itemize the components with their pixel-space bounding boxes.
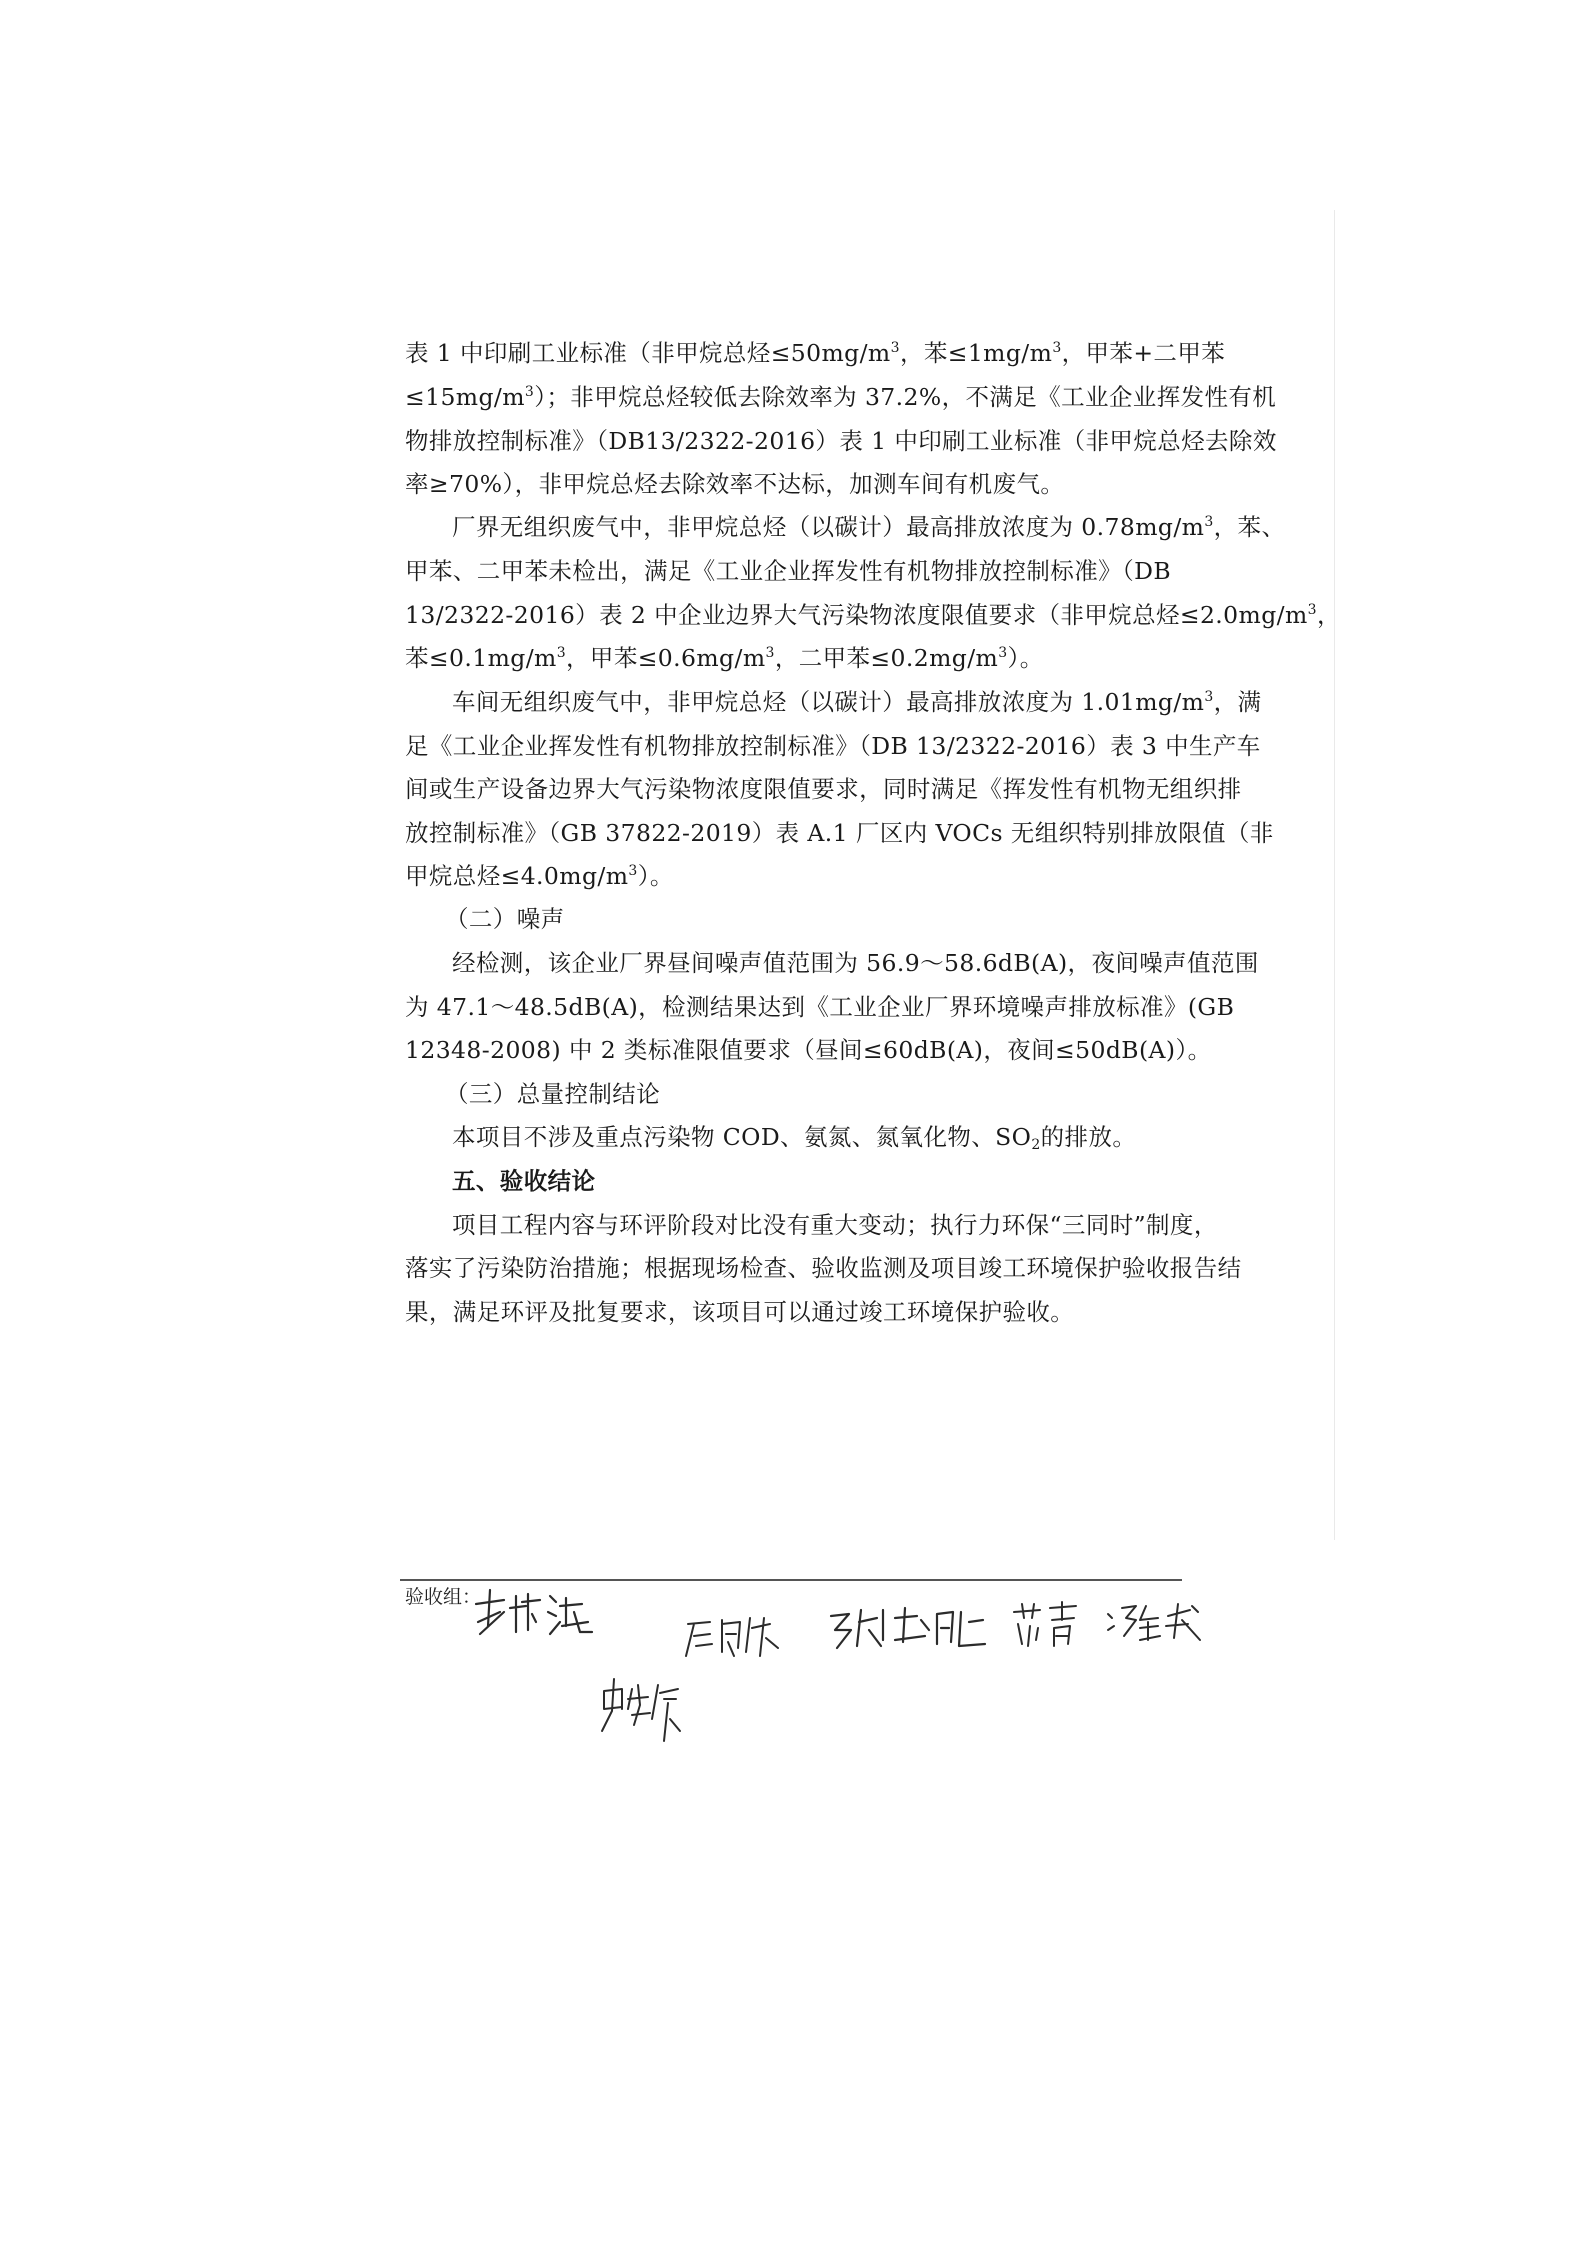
body-line: 率≥70%），非甲烷总烃去除效率不达标，加测车间有机废气。 (405, 470, 1065, 498)
paragraph-start-line: 厂界无组织废气中，非甲烷总烃（以碳计）最高排放浓度为 $0.78mg/m^3$，苯、 (452, 513, 1286, 541)
signature-label: 验收组： (405, 1586, 482, 1608)
body-line: $\le 15mg/m^3$）；非甲烷总烃较低去除效率为 37.2%，不满足《工业企业挥发性有机 (405, 383, 1277, 411)
body-line: 13/2322-2016）表 2 中企业边界大气污染物浓度限值要求（非甲烷总烃$\le 2.0mg/m^3$， (405, 601, 1341, 629)
body-line: 甲烷总烃$\le 4.0mg/m^3$）。 (405, 862, 674, 890)
section-heading-noise: （二）噪声 (445, 905, 565, 933)
signature-3 (825, 1600, 995, 1655)
signature-6 (598, 1675, 688, 1745)
signature-4 (1010, 1600, 1090, 1650)
body-line: 足《工业企业挥发性有机物排放控制标准》（DB 13/2322-2016）表 3 中生产车 (405, 732, 1261, 760)
paragraph-start-line: 本项目不涉及重点污染物 COD、氨氮、氮氧化物、$SO_2$的排放。 (452, 1123, 1137, 1153)
signature-1 (470, 1582, 610, 1642)
body-line: 表 1 中印刷工业标准（非甲烷总烃$\le 50mg/m^3$，苯$\le 1mg/m^3$，甲苯+二甲苯 (405, 339, 1226, 367)
paragraph-start-line: 经检测，该企业厂界昼间噪声值范围为 56.9～58.6dB(A)，夜间噪声值范围 (452, 949, 1259, 977)
body-line: 落实了污染防治措施；根据现场检查、验收监测及项目竣工环境保护验收报告结 (405, 1254, 1242, 1282)
body-line: 苯$\le 0.1mg/m^3$，甲苯$\le 0.6mg/m^3$，二甲苯$\le 0.2mg/m^3$）。 (405, 644, 1044, 672)
body-line: 放控制标准》（GB 37822-2019）表 A.1 厂区内 VOCs 无组织特别排放限值（非 (405, 819, 1274, 847)
body-line: 间或生产设备边界大气污染物浓度限值要求，同时满足《挥发性有机物无组织排 (405, 775, 1242, 803)
paragraph-start-line: 车间无组织废气中，非甲烷总烃（以碳计）最高排放浓度为 $1.01mg/m^3$，满 (452, 688, 1262, 716)
signature-2 (680, 1612, 790, 1662)
body-line: 为 47.1～48.5dB(A)，检测结果达到《工业企业厂界环境噪声排放标准》(GB (405, 993, 1235, 1021)
signature-rule (400, 1579, 1182, 1581)
body-line: 物排放控制标准》（DB13/2322-2016）表 1 中印刷工业标准（非甲烷总烃去除效 (405, 427, 1277, 455)
paragraph-start-line: 项目工程内容与环评阶段对比没有重大变动；执行力环保“三同时”制度， (452, 1211, 1218, 1239)
section-heading-total-control: （三）总量控制结论 (445, 1080, 661, 1108)
body-line: 12348-2008) 中 2 类标准限值要求（昼间≤60dB(A)，夜间≤50dB(A)）。 (405, 1036, 1212, 1064)
scan-edge-line (1334, 210, 1335, 1540)
signature-5 (1102, 1596, 1212, 1646)
section-heading-conclusion: 五、验收结论 (452, 1167, 596, 1195)
body-line: 果，满足环评及批复要求，该项目可以通过竣工环境保护验收。 (405, 1298, 1075, 1326)
body-line: 甲苯、二甲苯未检出，满足《工业企业挥发性有机物排放控制标准》（DB (405, 557, 1172, 585)
